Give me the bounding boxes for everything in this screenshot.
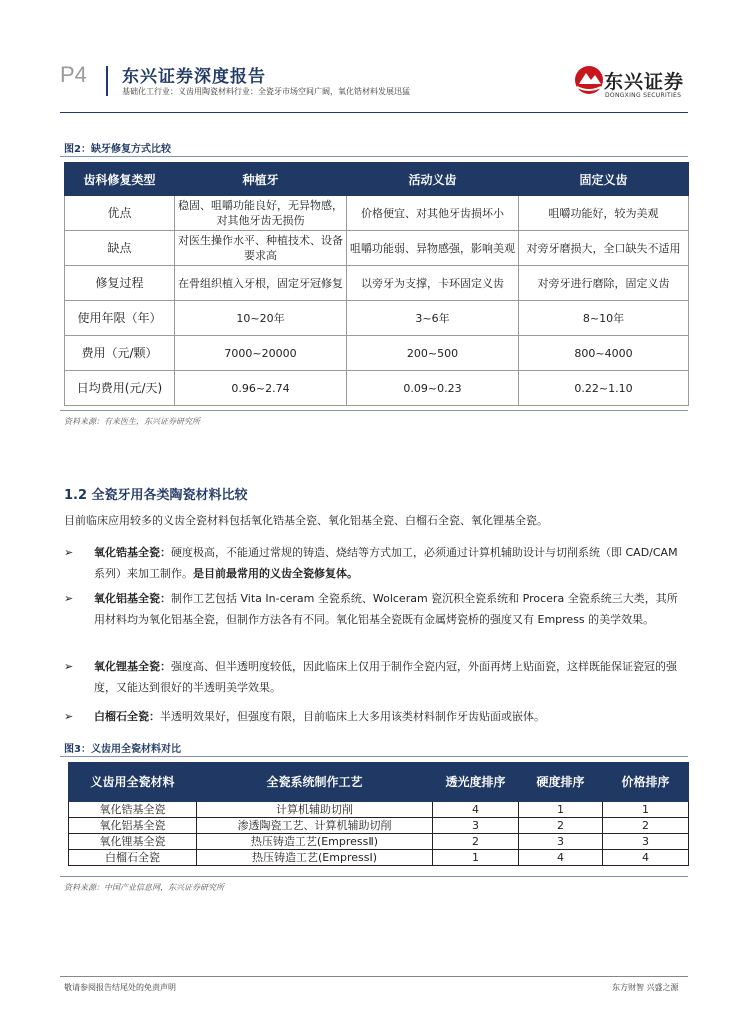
column-header: 硬度排序 xyxy=(519,763,603,802)
header-divider xyxy=(60,112,688,113)
table-cell: 800~4000 xyxy=(519,336,689,371)
table-cell: 3~6年 xyxy=(347,301,519,336)
section-title: 1.2 全瓷牙用各类陶瓷材料比较 xyxy=(64,488,248,503)
table-cell: 稳固、咀嚼功能良好，无异物感，对其他牙齿无损伤 xyxy=(175,196,347,231)
table-cell: 2 xyxy=(519,818,603,834)
table-cell: 2 xyxy=(433,834,519,850)
column-header: 种植牙 xyxy=(175,163,347,196)
row-header: 日均费用(元/天) xyxy=(65,371,175,406)
page-number: P4 xyxy=(60,62,87,87)
column-header: 价格排序 xyxy=(603,763,689,802)
table-cell: 4 xyxy=(433,802,519,818)
table-cell: 10~20年 xyxy=(175,301,347,336)
bullet-text: 制作工艺包括 Vita In-ceram 全瓷系统、Wolceram 瓷沉积全瓷系统和 Procera 全瓷系统三大类，其所用材料均为氧化铝基全瓷，但制作方法各有不同。氧化铝基全瓷既有金属烤瓷桥的强度又有 Empress 的美学效果。 xyxy=(94,592,678,626)
table-cell: 对旁牙磨损大，全口缺失不适用 xyxy=(519,231,689,266)
table-cell: 计算机辅助切削 xyxy=(197,802,433,818)
table-cell: 热压铸造工艺(EmpressⅡ) xyxy=(197,834,433,850)
table-row xyxy=(65,301,689,336)
table-cell: 氧化铝基全瓷 xyxy=(69,818,197,834)
table-cell: 白榴石全瓷 xyxy=(69,850,197,866)
table-cell: 7000~20000 xyxy=(175,336,347,371)
column-header: 齿科修复类型 xyxy=(65,163,175,196)
bullet-head: 氧化锆基全瓷： xyxy=(94,546,171,559)
footer-divider xyxy=(60,976,688,977)
arrow-bullet-icon: ➢ xyxy=(64,592,74,605)
figure3-top-rule xyxy=(60,756,688,757)
table-cell: 0.96~2.74 xyxy=(175,371,347,406)
table-row xyxy=(69,850,689,866)
row-header: 使用年限（年） xyxy=(65,301,175,336)
arrow-bullet-icon: ➢ xyxy=(64,710,74,723)
table-cell: 以旁牙为支撑，卡环固定义齿 xyxy=(347,266,519,301)
footer-slogan: 东方财智 兴盛之源 xyxy=(612,983,679,992)
row-header: 缺点 xyxy=(65,231,175,266)
figure3-bottom-rule xyxy=(60,876,688,877)
table-header-row xyxy=(69,763,689,802)
table-cell: 价格便宜、对其他牙齿损坏小 xyxy=(347,196,519,231)
table-cell: 咀嚼功能好，较为美观 xyxy=(519,196,689,231)
table-cell: 3 xyxy=(433,818,519,834)
bullet-item xyxy=(64,542,688,584)
column-header: 活动义齿 xyxy=(347,163,519,196)
table-row xyxy=(65,231,689,266)
table-row xyxy=(69,818,689,834)
figure2-bottom-rule xyxy=(60,410,688,411)
table-cell: 4 xyxy=(603,850,689,866)
bullet-head: 氧化铝基全瓷： xyxy=(94,592,171,605)
column-header: 全瓷系统制作工艺 xyxy=(197,763,433,802)
table-header-row xyxy=(65,163,689,196)
bullet-text: 半透明效果好，但强度有限，目前临床上大多用该类材料制作牙齿贴面或嵌体。 xyxy=(160,710,545,723)
bullet-item xyxy=(64,656,688,698)
bullet-emphasis: 是目前最常用的义齿全瓷修复体。 xyxy=(193,567,358,580)
arrow-bullet-icon: ➢ xyxy=(64,546,74,559)
header-separator xyxy=(106,66,108,96)
row-header: 费用（元/颗） xyxy=(65,336,175,371)
column-header: 固定义齿 xyxy=(519,163,689,196)
bullet-item xyxy=(64,588,688,630)
figure2-top-rule xyxy=(60,156,688,157)
report-subtitle: 基础化工行业：义齿用陶瓷材料行业：全瓷牙市场空间广阔，氧化锆材料发展迅猛 xyxy=(122,87,410,96)
table-row xyxy=(69,802,689,818)
table-cell: 0.09~0.23 xyxy=(347,371,519,406)
figure3-table xyxy=(68,762,689,866)
table-cell: 对医生操作水平、种植技术、设备要求高 xyxy=(175,231,347,266)
table-cell: 氧化锆基全瓷 xyxy=(69,802,197,818)
bullet-item xyxy=(64,706,688,727)
table-row xyxy=(65,371,689,406)
table-cell: 热压铸造工艺(EmpressⅠ) xyxy=(197,850,433,866)
table-cell: 3 xyxy=(519,834,603,850)
figure2-source: 资料来源：有来医生，东兴证券研究所 xyxy=(64,417,200,426)
table-cell: 1 xyxy=(519,802,603,818)
table-cell: 0.22~1.10 xyxy=(519,371,689,406)
table-cell: 1 xyxy=(603,802,689,818)
row-header: 修复过程 xyxy=(65,266,175,301)
figure3-source: 资料来源：中国产业信息网，东兴证券研究所 xyxy=(64,883,224,892)
table-row xyxy=(65,336,689,371)
table-cell: 4 xyxy=(519,850,603,866)
column-header: 义齿用全瓷材料 xyxy=(69,763,197,802)
table-cell: 1 xyxy=(433,850,519,866)
table-cell: 200~500 xyxy=(347,336,519,371)
table-cell: 渗透陶瓷工艺、计算机辅助切削 xyxy=(197,818,433,834)
figure2-title: 图2：缺牙修复方式比较 xyxy=(64,144,171,155)
table-cell: 咀嚼功能弱、异物感强，影响美观 xyxy=(347,231,519,266)
table-cell: 对旁牙进行磨除，固定义齿 xyxy=(519,266,689,301)
bullet-head: 白榴石全瓷： xyxy=(94,710,160,723)
report-title: 东兴证券深度报告 xyxy=(122,67,266,87)
table-cell: 8~10年 xyxy=(519,301,689,336)
table-row xyxy=(65,266,689,301)
table-row xyxy=(69,834,689,850)
bullet-text: 强度高、但半透明度较低，因此临床上仅用于制作全瓷内冠，外面再烤上贴面瓷，这样既能保证瓷冠的强度，又能达到很好的半透明美学效果。 xyxy=(94,660,677,694)
table-cell: 氧化锂基全瓷 xyxy=(69,834,197,850)
figure2-table xyxy=(64,162,689,406)
logo-text: 东兴证券 xyxy=(604,71,685,93)
bullet-text: 硬度极高，不能通过常规的铸造、烧结等方式加工，必须通过计算机辅助设计与切削系统（即 CAD/CAM 系列）来加工制作。 xyxy=(94,546,678,580)
logo-subtext: DONGXING SECURITIES xyxy=(605,92,682,99)
arrow-bullet-icon: ➢ xyxy=(64,660,74,673)
section-intro: 目前临床应用较多的义齿全瓷材料包括氧化锆基全瓷、氧化铝基全瓷、白榴石全瓷、氧化锂基全瓷。 xyxy=(64,514,548,527)
table-cell: 2 xyxy=(603,818,689,834)
bullet-head: 氧化锂基全瓷： xyxy=(94,660,171,673)
footer-disclaimer: 敬请参阅报告结尾处的免责声明 xyxy=(64,983,176,992)
figure3-title: 图3：义齿用全瓷材料对比 xyxy=(64,744,181,755)
table-cell: 在骨组织植入牙根，固定牙冠修复 xyxy=(175,266,347,301)
table-row xyxy=(65,196,689,231)
column-header: 透光度排序 xyxy=(433,763,519,802)
row-header: 优点 xyxy=(65,196,175,231)
table-cell: 3 xyxy=(603,834,689,850)
